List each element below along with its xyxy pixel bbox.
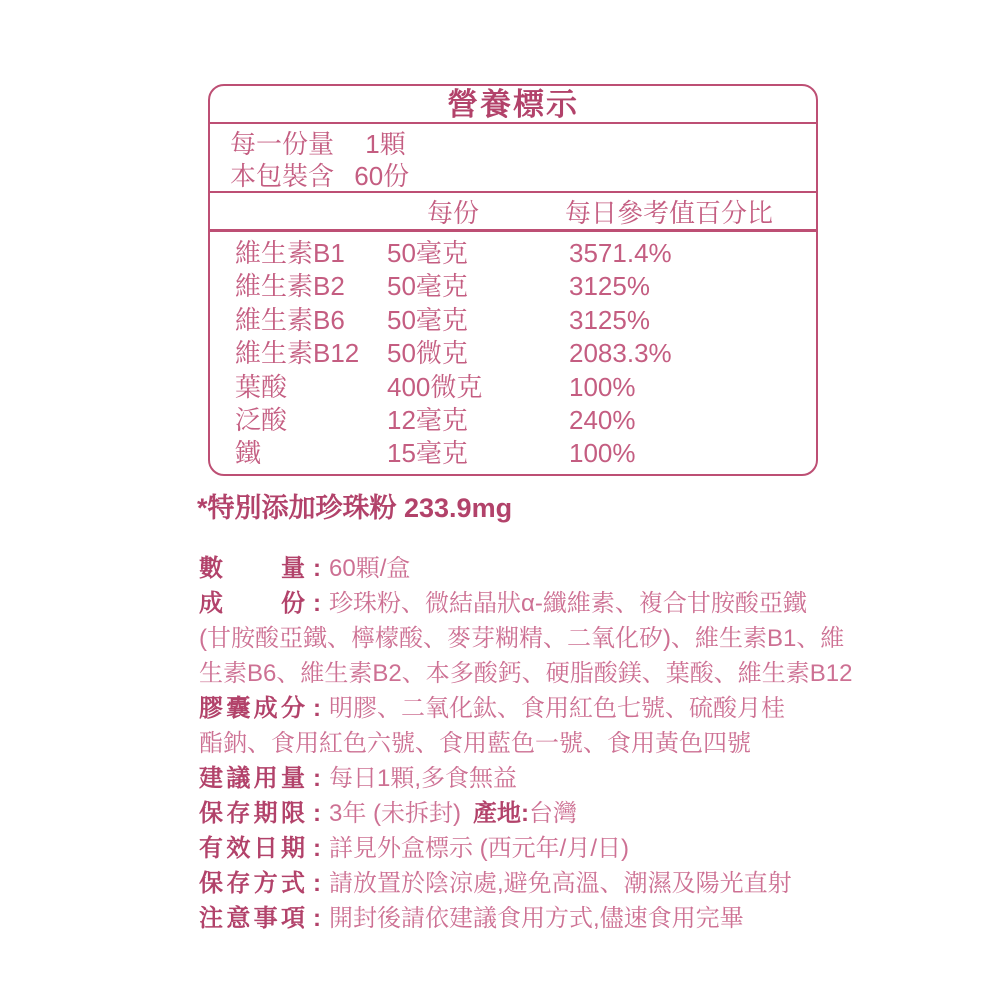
detail-value: 珍珠粉、微結晶狀α-纖維素、複合甘胺酸亞鐵 [329, 590, 807, 617]
detail-label: 注意事項 [199, 905, 305, 932]
detail-label: 保存期限 [199, 800, 305, 827]
detail-colon: : [313, 800, 321, 827]
serving-info [230, 128, 409, 192]
nutrient-name: 維生素B6 [235, 304, 345, 335]
nutrient-name: 維生素B2 [235, 271, 345, 302]
table-row [210, 337, 816, 370]
detail-line [199, 901, 849, 936]
detail-value: 生素B6、維生素B2、本多酸鈣、硬脂酸鎂、葉酸、維生素B12 [199, 660, 853, 687]
column-header-per-serving: 每份 [427, 198, 480, 228]
detail-value: 3年 (未拆封) [329, 800, 461, 827]
detail-line [199, 761, 849, 796]
divider-thick [209, 229, 817, 232]
detail-line [199, 796, 849, 831]
table-row [210, 270, 816, 303]
nutrient-amount: 15毫克 [387, 438, 468, 469]
detail-value: 請放置於陰涼處,避免高溫、潮濕及陽光直射 [329, 870, 792, 897]
detail-colon: : [313, 765, 321, 792]
detail-line [199, 831, 849, 866]
detail-colon: : [313, 590, 321, 617]
detail-value: 酯鈉、食用紅色六號、食用藍色一號、食用黃色四號 [199, 730, 751, 757]
column-header-daily-value: 每日參考值百分比 [565, 198, 774, 228]
nutrition-title: 營養標示 [447, 87, 579, 122]
detail-line [199, 726, 849, 761]
nutrient-percent: 100% [569, 438, 636, 469]
nutrient-percent: 240% [569, 404, 636, 435]
product-details [199, 551, 853, 936]
table-row [210, 237, 816, 270]
detail-value: 詳見外盒標示 (西元年/月/日) [329, 835, 629, 862]
nutrient-amount: 50毫克 [387, 304, 468, 335]
nutrient-amount: 12毫克 [387, 404, 468, 435]
nutrition-facts-box [208, 84, 818, 476]
nutrient-amount: 400微克 [387, 371, 483, 402]
serving-size-value: 1顆 [365, 129, 406, 159]
table-row [210, 437, 816, 470]
detail-colon: : [313, 695, 321, 722]
detail-value: 60顆/盒 [329, 555, 411, 582]
detail-label: 成份 [199, 590, 305, 617]
nutrient-name: 維生素B12 [235, 338, 360, 369]
nutrient-name: 維生素B1 [235, 238, 345, 268]
nutrient-rows [210, 237, 816, 471]
nutrient-percent: 100% [569, 371, 636, 402]
pearl-powder-footnote: *特別添加珍珠粉 233.9mg [197, 493, 513, 523]
detail-value-secondary: 台灣 [529, 800, 577, 827]
nutrient-amount: 50毫克 [387, 271, 468, 302]
package-contains-label: 本包裝含 [230, 161, 335, 191]
detail-line [199, 586, 849, 621]
divider [209, 122, 817, 124]
detail-value: 開封後請依建議食用方式,儘速食用完畢 [329, 905, 744, 932]
nutrient-name: 泛酸 [235, 404, 288, 435]
detail-value: 每日1顆,多食無益 [329, 765, 518, 792]
nutrient-amount: 50微克 [387, 338, 468, 369]
detail-value: (甘胺酸亞鐵、檸檬酸、麥芽糊精、二氧化矽)、維生素B1、維 [199, 625, 845, 652]
nutrient-percent: 3571.4% [569, 238, 672, 268]
detail-line [199, 621, 849, 656]
package-contains-line [230, 160, 409, 192]
nutrient-name: 鐵 [235, 438, 262, 469]
detail-line [199, 656, 853, 691]
nutrient-name: 葉酸 [235, 371, 288, 402]
table-row [210, 304, 816, 337]
detail-colon: : [313, 555, 321, 582]
detail-line [199, 551, 849, 586]
nutrient-percent: 2083.3% [569, 338, 672, 369]
serving-size-line [230, 128, 409, 160]
detail-colon: : [313, 905, 321, 932]
detail-label: 膠囊成分 [199, 695, 305, 722]
detail-label: 有效日期 [199, 835, 305, 862]
detail-line [199, 691, 849, 726]
package-contains-value: 60份 [354, 161, 410, 191]
detail-label: 數量 [199, 555, 305, 582]
detail-colon: : [313, 870, 321, 897]
nutrient-amount: 50毫克 [387, 238, 468, 268]
detail-colon: : [313, 835, 321, 862]
detail-line [199, 866, 849, 901]
serving-size-label: 每一份量 [230, 129, 335, 159]
divider [209, 191, 817, 193]
table-row [210, 371, 816, 404]
table-row [210, 404, 816, 437]
detail-label-secondary: 產地: [473, 800, 529, 827]
detail-label: 保存方式 [199, 870, 305, 897]
nutrient-percent: 3125% [569, 304, 650, 335]
detail-value: 明膠、二氧化鈦、食用紅色七號、硫酸月桂 [329, 695, 785, 722]
detail-label: 建議用量 [199, 765, 305, 792]
nutrient-percent: 3125% [569, 271, 650, 302]
